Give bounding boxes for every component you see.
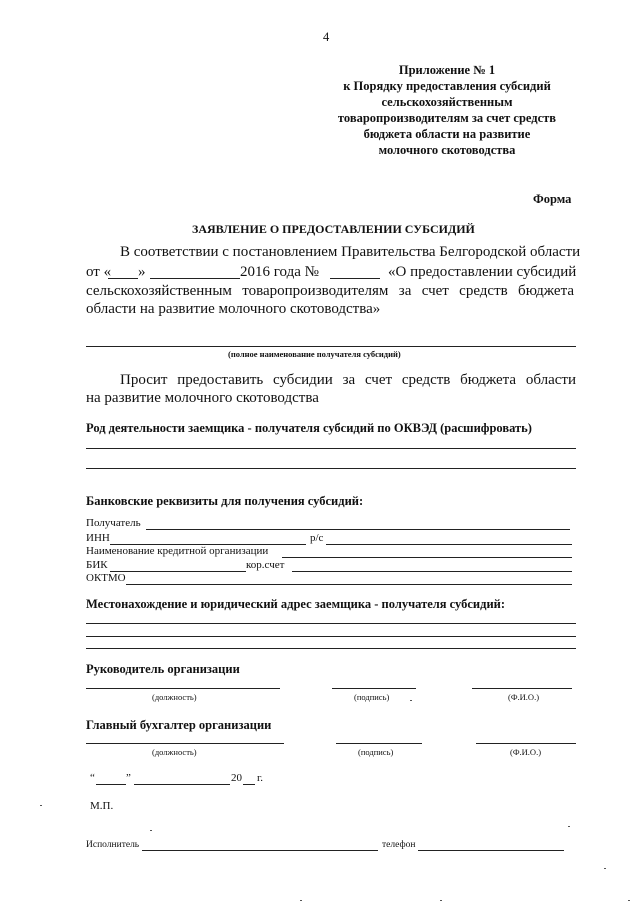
accountant-name-line: [476, 743, 576, 744]
appendix-line: молочного скотоводства: [378, 143, 516, 157]
director-signature-line: [332, 688, 416, 689]
credit-org-field-line: [282, 557, 572, 558]
accountant-position-caption: (должность): [152, 747, 197, 757]
recipient-label: Получатель: [86, 517, 141, 529]
recipient-field-line: [146, 529, 570, 530]
address-line: [86, 648, 576, 649]
date-close-text: »: [138, 264, 146, 280]
month-blank-line: [150, 278, 240, 279]
executor-label: Исполнитель: [86, 840, 140, 850]
number-blank-line: [330, 278, 380, 279]
date-year-line: [243, 784, 255, 785]
request-line-1: Просит предоставить субсидии за счет средств бюджета области: [120, 372, 576, 388]
address-line: [86, 636, 576, 637]
okved-heading: Род деятельности заемщика - получателя субсидий по ОКВЭД (расшифровать): [86, 421, 532, 435]
appendix-line: Приложение № 1: [398, 63, 496, 77]
day-blank-line: [108, 278, 138, 279]
request-line-2: на развитие молочного скотоводства: [86, 390, 319, 406]
corr-account-label: кор.счет: [246, 559, 285, 571]
oktmo-label: ОКТМО: [86, 572, 126, 584]
accountant-signature-caption: (подпись): [358, 747, 394, 757]
okved-line: [86, 468, 576, 469]
director-heading: Руководитель организации: [86, 662, 240, 676]
appendix-line: бюджета области на развитие: [363, 127, 531, 141]
scan-speck: [604, 868, 606, 869]
date-month-line: [134, 784, 230, 785]
scan-speck: [440, 900, 442, 901]
accountant-signature-line: [336, 743, 422, 744]
date-open-text: от «: [86, 264, 112, 280]
date-open-quote: “: [90, 772, 95, 784]
intro-line-2: [86, 264, 576, 284]
scan-speck: [568, 826, 570, 827]
address-heading: Местонахождение и юридический адрес заемщика - получателя субсидий:: [86, 597, 506, 611]
account-label: р/с: [310, 532, 324, 544]
okved-line: [86, 448, 576, 449]
appendix-block: [318, 62, 576, 158]
oktmo-field-line: [126, 584, 572, 585]
bank-heading: Банковские реквизиты для получения субсидий:: [86, 494, 364, 508]
date-year-text: 20: [231, 772, 242, 784]
scan-speck: [40, 805, 42, 806]
scan-speck: [628, 900, 630, 901]
director-position-line: [86, 688, 280, 689]
page-number: 4: [323, 30, 330, 44]
intro-line-3: сельскохозяйственным товаропроизводителям за счет средств бюджета: [86, 283, 574, 299]
intro-line-4: области на развитие молочного скотоводства»: [86, 301, 381, 317]
recipient-name-line: [86, 346, 576, 347]
accountant-name-caption: (Ф.И.О.): [510, 747, 542, 757]
executor-line: [142, 850, 378, 851]
decree-title-text: «О предоставлении субсидий: [388, 264, 577, 280]
phone-line: [418, 850, 564, 851]
credit-org-label: Наименование кредитной организации: [86, 545, 269, 557]
bik-label: БИК: [86, 559, 108, 571]
scan-speck: [150, 830, 152, 831]
inn-label: ИНН: [86, 532, 110, 544]
accountant-position-line: [86, 743, 284, 744]
scan-speck: [300, 900, 302, 901]
director-name-caption: (Ф.И.О.): [508, 692, 540, 702]
corr-account-field-line: [292, 571, 572, 572]
scan-speck: [410, 700, 412, 701]
document-title: ЗАЯВЛЕНИЕ О ПРЕДОСТАВЛЕНИИ СУБСИДИЙ: [192, 222, 475, 236]
address-line: [86, 623, 576, 624]
appendix-line: товаропроизводителям за счет средств: [337, 111, 557, 125]
date-suffix: г.: [257, 772, 264, 784]
recipient-caption: (полное наименование получателя субсидий): [228, 349, 401, 359]
account-field-line: [326, 544, 572, 545]
intro-line-1: В соответствии с постановлением Правительства Белгородской области: [120, 244, 581, 260]
appendix-line: сельскохозяйственным: [381, 95, 513, 109]
date-close-quote: ”: [126, 772, 131, 784]
date-day-line: [96, 784, 126, 785]
director-name-line: [472, 688, 572, 689]
year-number-text: 2016 года №: [240, 264, 319, 280]
phone-label: телефон: [382, 840, 416, 850]
stamp-label: М.П.: [90, 800, 114, 812]
appendix-line: к Порядку предоставления субсидий: [343, 79, 551, 93]
director-signature-caption: (подпись): [354, 692, 390, 702]
accountant-heading: Главный бухгалтер организации: [86, 718, 272, 732]
director-position-caption: (должность): [152, 692, 197, 702]
bik-field-line: [110, 571, 246, 572]
form-label: Форма: [533, 192, 572, 206]
